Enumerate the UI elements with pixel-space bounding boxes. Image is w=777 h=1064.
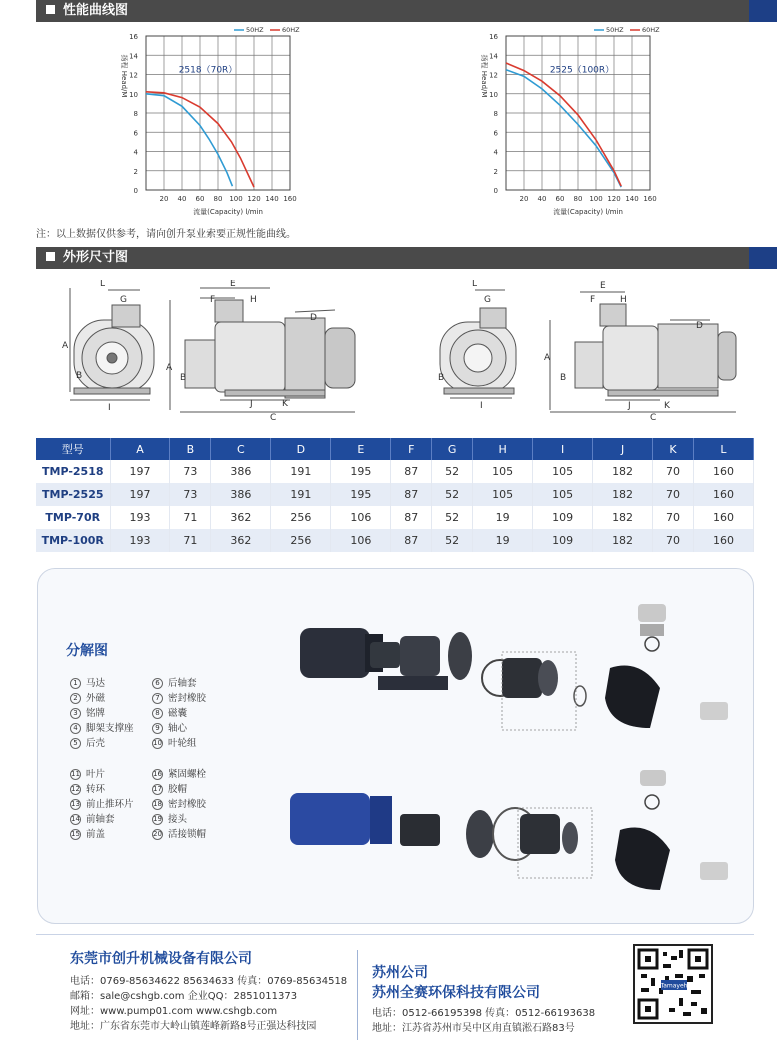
part-number: 14 [71, 815, 80, 823]
motor-assembly-bottom [290, 770, 728, 890]
legend-item [152, 706, 242, 721]
x-tick-label: 20 [159, 195, 169, 203]
svg-text:D: D [310, 313, 317, 323]
dimension-cell: 52 [432, 506, 473, 529]
series-line-50hz [146, 94, 232, 186]
legend-item [70, 767, 160, 782]
part-label: 前轴套 [86, 814, 115, 825]
qr-code [633, 944, 713, 1024]
svg-text:H: H [250, 295, 257, 305]
dimension-cell: 182 [593, 529, 653, 552]
dimension-cell: 70 [653, 483, 694, 506]
part-label: 接头 [168, 814, 188, 825]
y-axis-label: 扬程 Head/M [480, 54, 488, 98]
footer-top-line [36, 934, 754, 935]
part-number: 6 [152, 678, 163, 689]
dimension-cell: 197 [110, 460, 170, 483]
dimension-cell: 52 [432, 460, 473, 483]
legend-item [70, 812, 160, 827]
dimension-cell: 109 [533, 506, 593, 529]
part-label: 铭牌 [86, 708, 106, 719]
pump-side-view-right [550, 292, 736, 412]
part-label: 后壳 [86, 738, 106, 749]
svg-text:K: K [282, 399, 288, 409]
svg-text:I: I [108, 403, 111, 413]
x-tick-label: 120 [607, 195, 621, 203]
dimension-cell: 19 [473, 506, 533, 529]
legend-item [70, 827, 160, 842]
table-row [36, 483, 754, 506]
part-label: 脚架支撑座 [86, 723, 134, 734]
x-tick-label: 40 [537, 195, 547, 203]
x-tick-label: 100 [589, 195, 603, 203]
x-tick-label: 140 [265, 195, 279, 203]
dimension-cell: 160 [693, 460, 753, 483]
dimension-cell: 362 [211, 529, 271, 552]
col-header: K [653, 438, 694, 460]
y-tick-label: 12 [129, 71, 138, 80]
dimension-cell: 52 [432, 483, 473, 506]
part-label: 马达 [86, 678, 106, 689]
dimension-cell: 160 [693, 529, 753, 552]
branch-address: 地址：江苏省苏州市吴中区甪直镇淞石路83号 [372, 1023, 575, 1034]
company-name: 东莞市创升机械设备有限公司 [70, 951, 252, 967]
y-tick-label: 8 [133, 110, 138, 118]
legend-column-2 [152, 676, 242, 842]
footer-left-block [70, 948, 360, 1034]
x-tick-label: 160 [283, 195, 297, 203]
x-tick-label: 160 [643, 195, 657, 203]
legend-label: 60HZ [282, 26, 300, 34]
part-label: 叶片 [86, 769, 106, 780]
dimension-cell: 73 [170, 460, 211, 483]
company-email: 邮箱：sale@cshgb.com 企业QQ：2851011373 [70, 991, 298, 1002]
model-cell: TMP-100R [36, 529, 110, 552]
part-label: 后轴套 [168, 678, 197, 689]
legend-label: 50HZ [246, 26, 264, 34]
legend-item [70, 706, 160, 721]
dimension-cell: 193 [110, 529, 170, 552]
legend-item [152, 827, 242, 842]
legend-item [152, 736, 242, 751]
dimension-cell: 182 [593, 483, 653, 506]
pump-side-view-left [170, 288, 355, 412]
table-row [36, 529, 754, 552]
col-header: G [432, 438, 473, 460]
section-square-icon [46, 5, 55, 14]
branch-name: 苏州公司 [372, 965, 428, 981]
table-header-row [36, 438, 754, 460]
svg-text:K: K [664, 401, 670, 411]
col-header: C [211, 438, 271, 460]
part-number: 10 [153, 739, 162, 747]
chart-note: 注：以上数据仅供参考，请向创升泵业索要正规性能曲线。 [36, 229, 296, 240]
dimension-cell: 87 [391, 483, 432, 506]
dimension-cell: 87 [391, 460, 432, 483]
svg-text:D: D [696, 321, 703, 331]
svg-text:B: B [76, 371, 83, 381]
dimension-cell: 182 [593, 460, 653, 483]
part-label: 密封橡胶 [168, 693, 207, 704]
pump-front-view-right [440, 290, 516, 398]
section-accent [749, 247, 777, 269]
part-number: 17 [153, 785, 162, 793]
y-tick-label: 8 [493, 110, 498, 118]
dimension-cell: 87 [391, 529, 432, 552]
col-header: D [271, 438, 331, 460]
dimension-cell: 195 [331, 460, 391, 483]
section-title: 性能曲线图 [63, 3, 129, 18]
dimension-cell: 109 [533, 529, 593, 552]
dimension-cell: 160 [693, 506, 753, 529]
chart-title: 2525（100R） [549, 65, 615, 76]
model-cell: TMP-2525 [36, 483, 110, 506]
svg-text:F: F [590, 295, 596, 305]
part-number: 15 [71, 830, 80, 838]
svg-text:A: A [62, 341, 69, 351]
y-tick-label: 16 [129, 33, 138, 41]
dimension-cell: 105 [533, 460, 593, 483]
exploded-parts-illustration [280, 588, 750, 918]
dimension-cell: 71 [170, 529, 211, 552]
y-tick-label: 10 [129, 90, 138, 99]
footer-right-block [372, 962, 632, 1036]
col-header: F [391, 438, 432, 460]
model-cell: TMP-2518 [36, 460, 110, 483]
dimension-table [36, 438, 754, 552]
model-cell: TMP-70R [36, 506, 110, 529]
performance-chart-2525 [460, 22, 690, 222]
dimension-cell: 70 [653, 506, 694, 529]
legend-item [152, 721, 242, 736]
svg-text:C: C [650, 413, 657, 423]
y-tick-label: 10 [489, 90, 498, 99]
part-number: 20 [153, 830, 162, 838]
legend-item [70, 797, 160, 812]
part-label: 转环 [86, 784, 106, 795]
table-row [36, 506, 754, 529]
dimension-cell: 197 [110, 483, 170, 506]
y-tick-label: 0 [493, 187, 498, 195]
part-number: 3 [70, 708, 81, 719]
y-tick-label: 6 [133, 129, 138, 138]
x-tick-label: 140 [625, 195, 639, 203]
y-tick-label: 16 [489, 33, 498, 41]
section-accent [749, 0, 777, 22]
performance-chart-2518 [100, 22, 330, 222]
col-header: A [110, 438, 170, 460]
dimension-cell: 193 [110, 506, 170, 529]
qr-pattern-icon [635, 946, 711, 1022]
part-label: 紧固螺栓 [168, 769, 207, 780]
svg-text:G: G [120, 295, 127, 305]
y-tick-label: 4 [133, 148, 138, 157]
part-number: 8 [152, 708, 163, 719]
y-tick-label: 2 [133, 167, 138, 176]
legend-item [152, 691, 242, 706]
y-tick-label: 14 [129, 52, 138, 61]
x-axis-label: 流量(Capacity) l/min [193, 208, 263, 216]
x-tick-label: 80 [573, 195, 583, 203]
part-number: 18 [153, 800, 162, 808]
legend-column-1 [70, 676, 160, 842]
svg-text:I: I [480, 401, 483, 411]
motor-assembly-top [300, 604, 728, 728]
table-row [36, 460, 754, 483]
branch-company: 苏州全赛环保科技有限公司 [372, 985, 540, 1001]
part-number: 16 [153, 770, 162, 778]
svg-text:A: A [544, 353, 551, 363]
col-header: I [533, 438, 593, 460]
legend-item [70, 782, 160, 797]
svg-text:F: F [210, 295, 216, 305]
legend-item [70, 736, 160, 751]
dimension-cell: 106 [331, 506, 391, 529]
series-line-60hz [506, 63, 621, 186]
y-tick-label: 4 [493, 148, 498, 157]
exploded-title: 分解图 [66, 643, 108, 659]
dimension-drawings [60, 280, 740, 430]
dimension-cell: 52 [432, 529, 473, 552]
y-tick-label: 12 [489, 71, 498, 80]
part-label: 活接锁帽 [168, 829, 207, 840]
dimension-cell: 160 [693, 483, 753, 506]
svg-text:L: L [100, 280, 106, 289]
part-label: 前止推环片 [86, 799, 134, 810]
dimension-cell: 195 [331, 483, 391, 506]
dimension-cell: 87 [391, 506, 432, 529]
x-tick-label: 60 [195, 195, 205, 203]
part-number: 2 [70, 693, 81, 704]
dimension-cell: 70 [653, 529, 694, 552]
footer-divider [357, 950, 358, 1040]
dimension-cell: 191 [271, 460, 331, 483]
part-number: 13 [71, 800, 80, 808]
col-header: B [170, 438, 211, 460]
dimension-cell: 71 [170, 506, 211, 529]
legend-item [70, 721, 160, 736]
legend-item [70, 691, 160, 706]
part-label: 胶帽 [168, 784, 188, 795]
legend-label: 60HZ [642, 26, 660, 34]
section-square-icon [46, 252, 55, 261]
dimension-cell: 191 [271, 483, 331, 506]
part-number: 9 [152, 723, 163, 734]
col-header: L [693, 438, 753, 460]
part-number: 5 [70, 738, 81, 749]
svg-text:L: L [472, 280, 478, 289]
svg-text:E: E [230, 280, 236, 289]
col-header: H [473, 438, 533, 460]
part-number: 19 [153, 815, 162, 823]
y-axis-label: 扬程 Head/M [120, 54, 128, 98]
legend-item [70, 676, 160, 691]
part-label: 轴心 [168, 723, 188, 734]
dimension-cell: 105 [473, 483, 533, 506]
svg-text:B: B [180, 373, 187, 383]
company-address: 地址：广东省东莞市大岭山镇莲峰新路8号正强达科技园 [70, 1021, 317, 1032]
part-label: 磁囊 [168, 708, 188, 719]
part-number: 1 [70, 678, 81, 689]
dimension-cell: 105 [533, 483, 593, 506]
svg-text:B: B [560, 373, 567, 383]
y-tick-label: 0 [133, 187, 138, 195]
x-tick-label: 40 [177, 195, 187, 203]
x-tick-label: 20 [519, 195, 529, 203]
part-number: 11 [71, 770, 80, 778]
svg-text:A: A [166, 363, 173, 373]
branch-phone: 电话：0512-66195398 传真：0512-66193638 [372, 1008, 596, 1019]
dimension-cell: 19 [473, 529, 533, 552]
part-label: 密封橡胶 [168, 799, 207, 810]
col-header: E [331, 438, 391, 460]
legend-item [152, 797, 242, 812]
svg-text:H: H [620, 295, 627, 305]
svg-text:G: G [484, 295, 491, 305]
svg-text:J: J [628, 401, 631, 411]
y-tick-label: 6 [493, 129, 498, 138]
col-header: J [593, 438, 653, 460]
dimension-cell: 386 [211, 483, 271, 506]
part-number: 4 [70, 723, 81, 734]
dimension-cell: 256 [271, 506, 331, 529]
svg-text:B: B [438, 373, 445, 383]
y-tick-label: 2 [493, 167, 498, 176]
part-label: 外磁 [86, 693, 106, 704]
company-website: 网址：www.pump01.com www.cshgb.com [70, 1006, 278, 1017]
x-tick-label: 120 [247, 195, 261, 203]
section-title: 外形尺寸图 [63, 250, 129, 265]
dimension-cell: 256 [271, 529, 331, 552]
part-label: 叶轮组 [168, 738, 197, 749]
legend-item [152, 782, 242, 797]
legend-item [152, 676, 242, 691]
dimension-cell: 182 [593, 506, 653, 529]
dimension-cell: 105 [473, 460, 533, 483]
col-header: 型号 [36, 438, 110, 460]
svg-text:C: C [270, 413, 277, 423]
x-tick-label: 80 [213, 195, 223, 203]
svg-text:E: E [600, 281, 606, 291]
y-tick-label: 14 [489, 52, 498, 61]
part-number: 12 [71, 785, 80, 793]
legend-label: 50HZ [606, 26, 624, 34]
dimension-cell: 386 [211, 460, 271, 483]
x-axis-label: 流量(Capacity) l/min [553, 208, 623, 216]
legend-item [152, 812, 242, 827]
x-tick-label: 60 [555, 195, 565, 203]
performance-section-header [36, 0, 777, 22]
pump-front-view-left [70, 288, 154, 400]
chart-title: 2518（70R） [178, 65, 238, 76]
legend-item [152, 767, 242, 782]
dimension-cell: 106 [331, 529, 391, 552]
series-line-50hz [506, 70, 621, 187]
dimension-cell: 73 [170, 483, 211, 506]
x-tick-label: 100 [229, 195, 243, 203]
dimension-cell: 70 [653, 460, 694, 483]
part-label: 前盖 [86, 829, 106, 840]
company-phone: 电话：0769-85634622 85634633 传真：0769-85634518 [70, 976, 348, 987]
part-number: 7 [152, 693, 163, 704]
qr-logo-text: Tamayeh [660, 982, 688, 990]
dimension-section-header [36, 247, 777, 269]
dimension-cell: 362 [211, 506, 271, 529]
svg-text:J: J [250, 399, 253, 409]
